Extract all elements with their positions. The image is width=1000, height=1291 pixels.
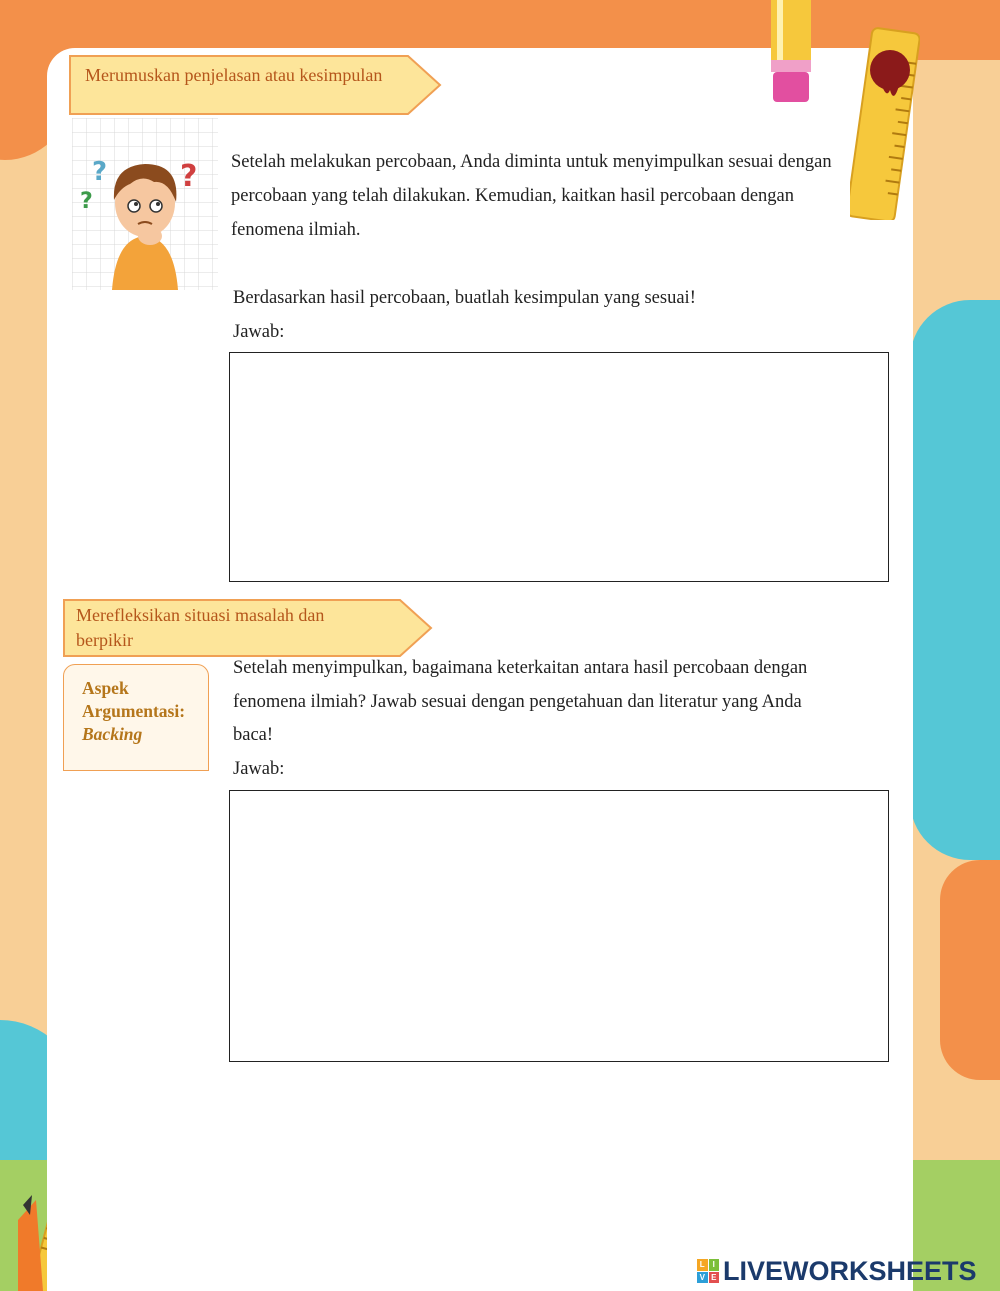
section-1-intro-line-1: Setelah melakukan percobaan, Anda diminta untuk menyimpulkan sesuai dengan: [231, 152, 832, 172]
logo-text: LIVEWORKSHEETS: [723, 1255, 977, 1286]
section-1-intro-line-3: fenomena ilmiah.: [231, 220, 361, 240]
aspect-backing-label: Backing: [82, 724, 143, 744]
aspect-label: Aspek: [82, 678, 129, 698]
logo-badge-letter: L: [697, 1259, 708, 1271]
svg-text:?: ?: [80, 189, 93, 214]
aspect-argumentation-label: Argumentasi:: [82, 701, 186, 721]
section-2-question-line-2: fenomena ilmiah? Jawab sesuai dengan pengetahuan dan literatur yang Anda: [233, 692, 802, 712]
logo-badge-letter: E: [709, 1272, 720, 1284]
svg-text:?: ?: [180, 159, 198, 194]
section-2-question-line-3: baca!: [233, 725, 274, 745]
svg-text:?: ?: [92, 157, 108, 187]
section-2-banner: [62, 598, 434, 658]
background-right-blue-shape: [910, 300, 1000, 860]
logo-badge-letter: V: [697, 1272, 708, 1284]
section-1-answer-input[interactable]: [229, 352, 889, 582]
background-right-orange-shape: [940, 860, 1000, 1080]
section-1-question: Berdasarkan hasil percobaan, buatlah kesimpulan yang sesuai!: [233, 288, 696, 308]
section-1-title: Merumuskan penjelasan atau kesimpulan: [85, 65, 383, 85]
liveworksheets-logo: [697, 1255, 977, 1287]
thinking-boy-icon: [72, 118, 218, 290]
section-1-intro-line-2: percobaan yang telah dilakukan. Kemudian, kaitkan hasil percobaan dengan: [231, 186, 795, 206]
aspect-argumentation-box: [63, 664, 209, 771]
section-1-banner: [68, 54, 443, 116]
section-2-answer-input[interactable]: [229, 790, 889, 1062]
section-2-title-line-1: Merefleksikan situasi masalah dan: [76, 605, 325, 625]
section-1-answer-label: Jawab:: [233, 322, 285, 342]
logo-badge-letter: I: [709, 1259, 720, 1271]
ruler-top-decoration-icon: [850, 20, 920, 220]
liveworksheets-badge-icon: [697, 1259, 719, 1283]
section-2-question-line-1: Setelah menyimpulkan, bagaimana keterkaitan antara hasil percobaan dengan: [233, 658, 808, 678]
section-2-title-line-2: berpikir: [76, 630, 133, 650]
pencil-decoration-icon: [763, 0, 823, 110]
section-2-answer-label: Jawab:: [233, 759, 285, 779]
